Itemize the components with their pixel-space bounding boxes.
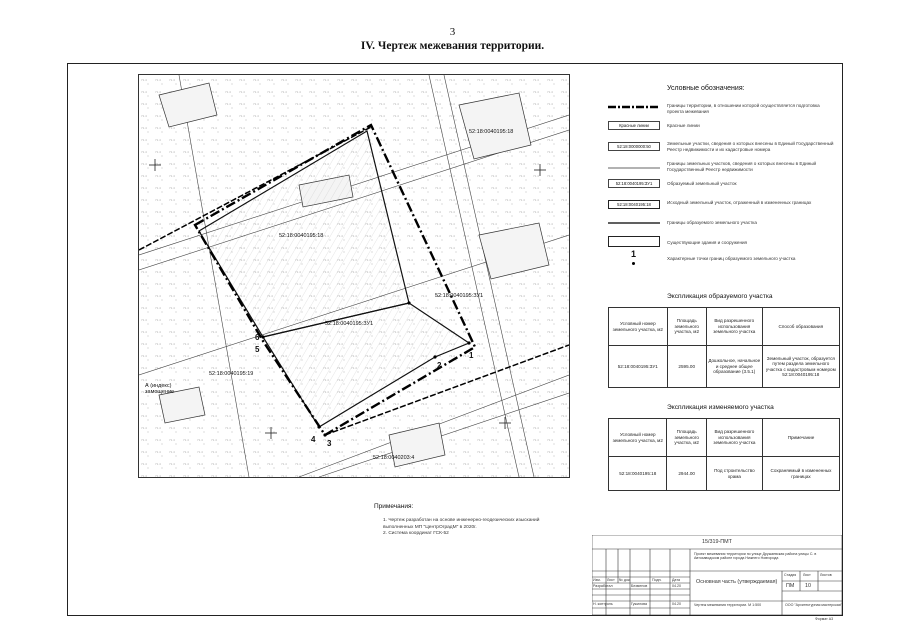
explication-changed-title: Экспликация изменяемого участка <box>667 404 774 411</box>
legend-item-changed: Исходный земельный участок, отраженный в измененных границах <box>667 200 812 205</box>
parcel-label-right: 52:18:0040195:ЗУ1 <box>435 293 484 299</box>
stamp-format: Формат А3 <box>815 617 834 621</box>
stamp-sheet-no: 10 <box>805 583 811 589</box>
survey-map <box>138 74 570 478</box>
page-number: 3 <box>449 26 456 38</box>
stamp-col-izm: Изм. <box>593 578 601 582</box>
legend-point-dot <box>632 262 635 265</box>
ef-header-method: Способ образования <box>762 308 839 346</box>
stamp-stage-header: Стадия <box>784 573 797 577</box>
stamp-col-doc: № док. <box>619 578 631 582</box>
ef-cell-method: Земельный участок, образуется путем раздела земельного участка с кадастровым номером 52:18:0040195:18 <box>762 346 839 388</box>
stamp-col-date: Дата <box>672 578 680 582</box>
point-5: 5 <box>255 345 260 354</box>
notes-body <box>383 518 539 538</box>
legend-title: Условные обозначения: <box>667 85 745 92</box>
title-block-stamp <box>592 535 842 615</box>
ec-header-area: Площадь земельного участка, м2 <box>667 419 706 457</box>
stamp-ctrl-name: Гужилова <box>631 602 647 606</box>
ef-cell-number: 52:18:0040195:ЗУ1 <box>609 346 668 388</box>
stamp-role-control: Н. контроль <box>593 602 613 606</box>
legend-egrn-border-symbol <box>608 163 660 173</box>
ef-cell-use: Дошкольное, начальное и среднее общее образование (3.5.1) <box>706 346 762 388</box>
point-2: 2 <box>437 361 442 370</box>
ef-header-use: Вид разрешенного использования земельного участка <box>706 308 762 346</box>
stamp-stage: ПМ <box>786 583 795 589</box>
parcel-label-north: 52:18:0040195:18 <box>469 129 514 135</box>
legend-formed-box: 52:18:0040195:ЗУ1 <box>608 179 660 188</box>
legend-formed-border-symbol <box>608 218 660 228</box>
ec-cell-number: 52:18:0040195:18 <box>609 457 667 491</box>
legend-changed-box: 52:18:0040195:18 <box>608 200 660 209</box>
legend-redline-box: Красные линии <box>608 121 660 130</box>
ec-cell-area: 2944.00 <box>667 457 706 491</box>
legend-item-cadastral: Земельные участки, сведения о которых внесены в Единый Государственный Реестр недвижимости и их кадастровые номера <box>667 141 834 152</box>
explication-formed-title: Экспликация образуемого участка <box>667 293 773 300</box>
point-1: 1 <box>469 351 474 360</box>
stamp-date-1: 04.20 <box>672 584 681 588</box>
parcel-label-19: 52:18:0040195:19 <box>209 371 254 377</box>
stamp-part: Основная часть (утверждаемая) <box>696 579 778 585</box>
stamp-org: ООО "Архитектурная мастерская" <box>785 603 842 607</box>
legend-item-formed: Образуемый земельный участок <box>667 181 737 186</box>
stamp-col-sign: Подп. <box>652 578 662 582</box>
ec-cell-use: Под строительство храма <box>706 457 762 491</box>
stamp-drawing: Чертеж межевания территории. М 1:500 <box>694 603 762 607</box>
point-6: 6 <box>255 333 260 342</box>
parcel-label-18: 52:18:0040195:18 <box>279 233 324 239</box>
stamp-dev-name: Безменов <box>631 584 648 588</box>
legend-item-formed-border: Границы образуемого земельного участка <box>667 220 757 225</box>
legend-item-building: Существующие здания и сооружения <box>667 240 748 245</box>
explication-changed-table <box>608 418 840 491</box>
legend-boundary-symbol <box>608 102 660 112</box>
ec-header-note: Примечание <box>762 419 839 457</box>
legend-item-boundary: Границы территории, в отношении которой осуществляется подготовка проекта межевания <box>667 103 820 114</box>
legend-item-redline: Красные линии <box>667 123 700 128</box>
note-line-1: 1. Чертеж разработан на основе инженерно-геодезических изысканий <box>383 518 540 523</box>
parcel-label-zu1: 52:18:0040195:ЗУ1 <box>325 321 374 327</box>
stamp-sheet-header: Лист <box>803 573 811 577</box>
legend-cadastral-box: 52:18:0000000:50 <box>608 142 660 151</box>
stamp-date-2: 04.20 <box>672 602 681 606</box>
note-line-2: выполненных МП "ЦентрОградМ" в 2020г. <box>383 524 477 530</box>
legend-item-points: Характерные точки границ образуемого земельного участка <box>667 256 796 261</box>
survey-map-graphic <box>139 75 569 477</box>
point-3: 3 <box>327 439 332 448</box>
legend-building-box <box>608 236 660 247</box>
stamp-role-dev: Разработал <box>593 584 613 588</box>
legend-item-egrn-border: Границы земельных участков, сведения о которых внесены в Единый Государственный Реестр недвижимости <box>667 161 817 172</box>
legend-point-marker: 1 <box>631 249 637 259</box>
ef-header-area: Площадь земельного участка, м2 <box>667 308 706 346</box>
ec-header-number: Условный номер земельного участка, м2 <box>609 419 667 457</box>
ec-cell-note: Сохраняемый в измененных границах <box>762 457 839 491</box>
note-line-3: 2. Система координат ГСК-52 <box>383 531 449 536</box>
ef-cell-area: 2595.00 <box>667 346 706 388</box>
ef-header-number: Условный номер земельного участка, м2 <box>609 308 668 346</box>
stamp-code: 15/319-ПМТ <box>702 539 732 545</box>
explication-formed-table <box>608 307 840 388</box>
map-note-a: А (индекс) замощение <box>145 383 175 395</box>
notes-title: Примечания: <box>374 503 414 510</box>
point-4: 4 <box>311 435 316 444</box>
page-title: IV. Чертеж межевания территории. <box>360 40 545 52</box>
stamp-sheets-header: Листов <box>820 573 832 577</box>
parcel-label-south: 52:18:0040203:4 <box>373 455 415 461</box>
ec-header-use: Вид разрешенного использования земельного участка <box>706 419 762 457</box>
stamp-col-list: Лист <box>607 578 615 582</box>
stamp-project-desc: Проект межевания территории по улице Дружаевская района улицы С. в Автозаводском районе города Нижнего Новгорода <box>694 552 817 561</box>
